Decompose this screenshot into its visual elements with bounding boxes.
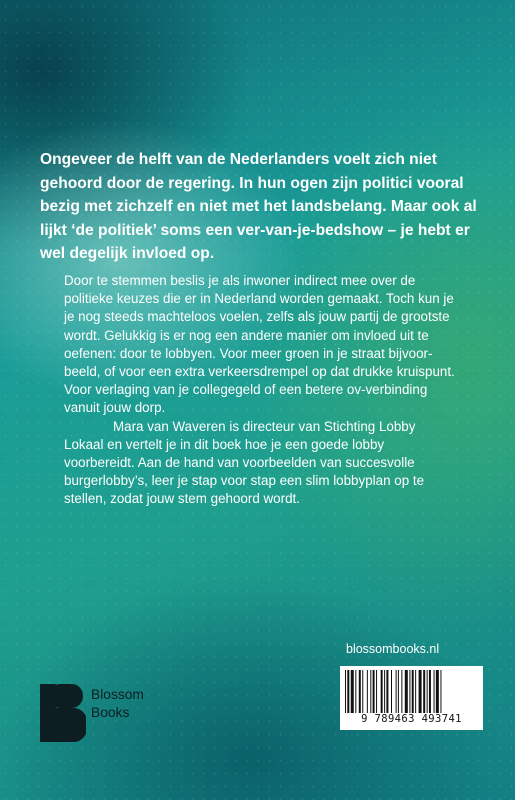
barcode-bar bbox=[384, 670, 385, 713]
barcode-bar bbox=[405, 670, 408, 713]
isbn-number: 9 789463 493741 bbox=[361, 713, 462, 725]
barcode-bar bbox=[429, 670, 431, 713]
barcode-bar bbox=[434, 670, 435, 713]
barcode-bar bbox=[362, 670, 363, 713]
barcode-bar bbox=[359, 670, 361, 713]
barcode-bar bbox=[386, 670, 388, 713]
barcode-bar bbox=[398, 670, 399, 713]
publisher-name-line1: Blossom bbox=[91, 687, 144, 702]
barcode-bar bbox=[396, 670, 397, 713]
publisher-name bbox=[91, 686, 144, 722]
publisher-name-line2: Books bbox=[91, 705, 130, 720]
barcode-bar bbox=[373, 670, 375, 713]
barcode-bar bbox=[370, 670, 371, 713]
barcode-bars bbox=[345, 670, 478, 713]
publisher-website: blossombooks.nl bbox=[346, 642, 440, 656]
blurb-paragraph-2: Mara van Waveren is directeur van Stichting Lobby Lokaal en vertelt je in dit boek hoe je een goede lobby voorbereidt. Aan de hand van voorbeelden van succesvolle burgerlobby’s, leer je stap voor stap een slim lobbyplan op te stellen, zodat jouw stem gehoord wordt. bbox=[64, 418, 425, 507]
barcode-bar bbox=[401, 670, 402, 713]
barcode-bar bbox=[409, 670, 410, 713]
barcode-bar bbox=[381, 670, 383, 713]
barcode-bar bbox=[423, 670, 425, 713]
barcode-bar bbox=[355, 670, 356, 713]
barcode-bar bbox=[347, 670, 349, 713]
publisher-logo bbox=[40, 684, 180, 744]
blurb-body bbox=[64, 272, 456, 509]
barcode-bar bbox=[391, 670, 392, 713]
barcode-bar bbox=[367, 670, 368, 713]
barcode-bar bbox=[376, 670, 377, 713]
blurb-paragraph-1: Door te stemmen beslis je als inwoner indirect mee over de politieke keuzes die er in Nederland worden gemaakt. Toch kun je je nog steeds machteloos voelen, zelfs als jouw partij de grootste wordt. Gelukkig is er nog een andere manier om invloed uit te oefenen: door te lobbyen. Voor meer groen in je straat bijvoorbeeld, of voor een extra verkeersdrempel op dat drukke kruispunt. Voor verlaging van je collegegeld of een betere ov-verbinding vanuit jouw dorp. bbox=[64, 273, 455, 416]
barcode bbox=[340, 666, 483, 730]
lead-paragraph: Ongeveer de helft van de Nederlanders voelt zich niet gehoord door de regering. In hun ogen zijn politici vooral bezig met zichzelf en niet met het landsbelang. Maar ook al lijkt ‘de politiek’ soms een ver-van-je-bedshow – je hebt er wel degelijk invloed op. bbox=[40, 151, 477, 262]
barcode-bar bbox=[436, 670, 439, 713]
barcode-bar bbox=[345, 670, 346, 713]
double-b-logo-icon bbox=[40, 684, 86, 742]
barcode-bar bbox=[351, 670, 354, 713]
barcode-bar bbox=[427, 670, 428, 713]
barcode-bar bbox=[415, 670, 416, 713]
barcode-bar bbox=[440, 670, 441, 713]
barcode-bar bbox=[419, 670, 422, 713]
barcode-bar bbox=[412, 670, 414, 713]
